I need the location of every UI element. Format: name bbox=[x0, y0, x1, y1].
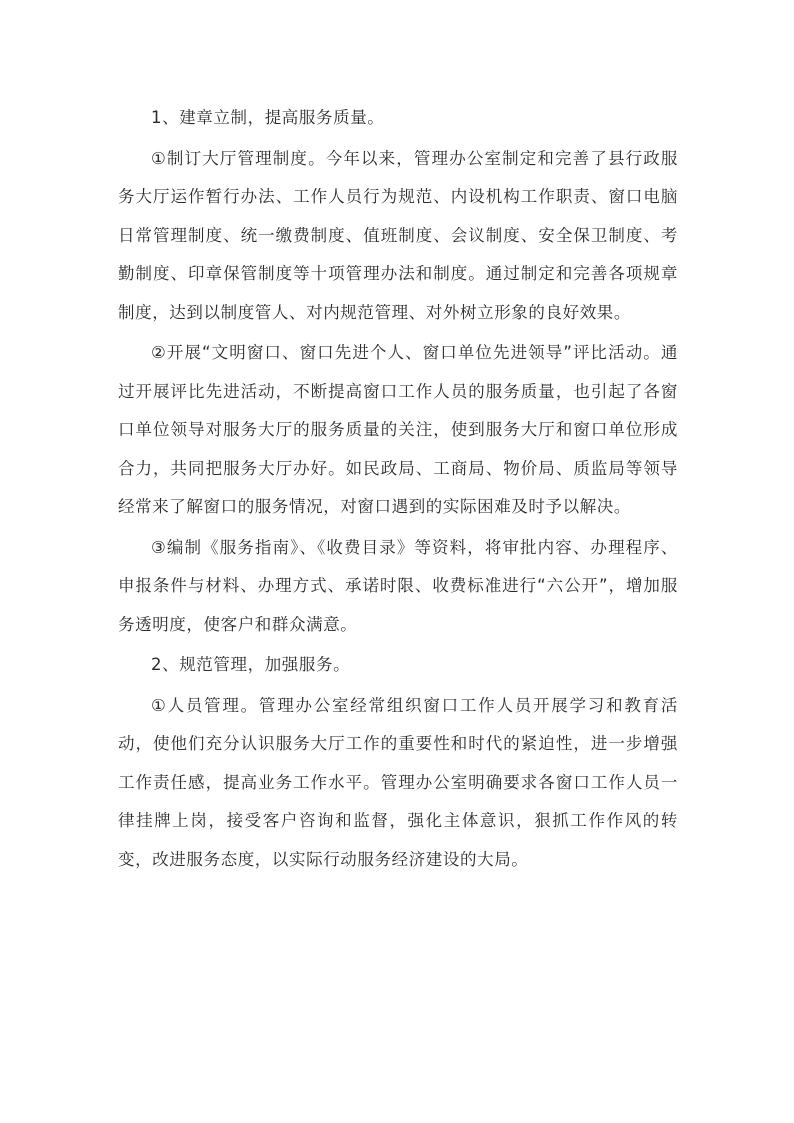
document-body bbox=[118, 99, 678, 881]
paragraph-staff-management: ①人员管理。管理办公室经常组织窗口工作人员开展学习和教育活动，使他们充分认识服务大厅工作的重要性和时代的紧迫性，进一步增强工作责任感，提高业务工作水平。管理办公室明确要求各窗口工作人员一律挂牌上岗，接受客户咨询和监督，强化主体意识，狠抓工作作风的转变，改进服务态度，以实际行动服务经济建设的大局。 bbox=[118, 695, 678, 869]
paragraph-hall-management-rules: ①制订大厅管理制度。今年以来，管理办公室制定和完善了县行政服务大厅运作暂行办法、工作人员行为规范、内设机构工作职责、窗口电脑日常管理制度、统一缴费制度、值班制度、会议制度、安全保卫制度、考勤制度、印章保管制度等十项管理办法和制度。通过制定和完善各项规章制度，达到以制度管人、对内规范管理、对外树立形象的良好效果。 bbox=[118, 148, 678, 322]
paragraph-service-guide: ③编制《服务指南》、《收费目录》等资料，将审批内容、办理程序、申报条件与材料、办理方式、承诺时限、收费标准进行“六公开”，增加服务透明度，使客户和群众满意。 bbox=[118, 537, 678, 634]
paragraph-civilized-window-campaign: ②开展“文明窗口、窗口先进个人、窗口单位先进领导”评比活动。通过开展评比先进活动，不断提高窗口工作人员的服务质量，也引起了各窗口单位领导对服务大厅的服务质量的关注，使到服务大厅和窗口单位形成合力，共同把服务大厅办好。如民政局、工商局、物价局、质监局等领导经常来了解窗口的服务情况，对窗口遇到的实际困难及时予以解决。 bbox=[118, 343, 678, 516]
heading-section-2: 2、规范管理，加强服务。 bbox=[151, 655, 351, 674]
heading-section-1: 1、建章立制，提高服务质量。 bbox=[151, 108, 385, 127]
